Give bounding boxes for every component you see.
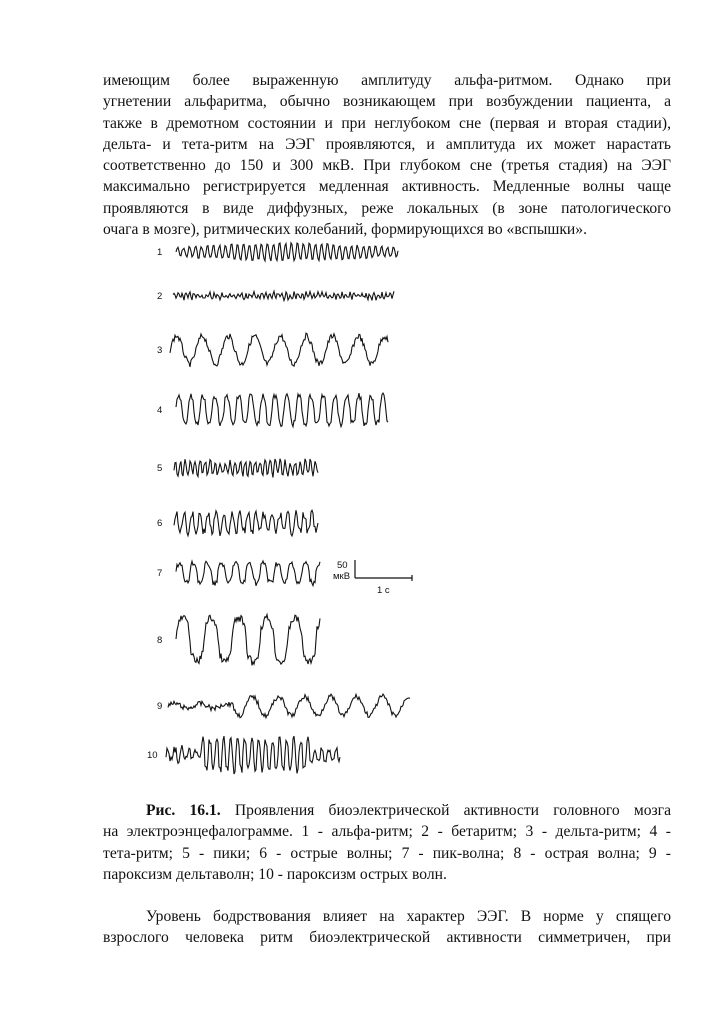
trace-label-10: 10 bbox=[147, 750, 158, 761]
text-line: также в дремотном состоянии и при неглубоком сне (первая и вторая стадии), bbox=[103, 114, 671, 132]
caption-text: Проявления биоэлектрической активности головного мозга bbox=[220, 802, 671, 819]
scale-time-label: 1 с bbox=[377, 585, 390, 596]
text-line: Уровень бодрствования влияет на характер ЭЭГ. В норме у спящего bbox=[146, 908, 671, 925]
eeg-traces-svg bbox=[140, 230, 440, 790]
text-line: угнетении альфаритма, обычно возникающем при возбуждении пациента, а bbox=[103, 93, 671, 111]
eeg-trace-3 bbox=[170, 333, 388, 367]
text-line: проявляются в виде диффузных, реже локальных (в зоне патологического bbox=[103, 199, 671, 217]
eeg-trace-4 bbox=[176, 393, 388, 427]
eeg-trace-2 bbox=[173, 291, 394, 300]
body-paragraph-2 bbox=[103, 906, 671, 949]
caption-label: Рис. 16.1. bbox=[146, 802, 221, 819]
trace-label-6: 6 bbox=[157, 518, 163, 529]
text-line: соответственно до 150 и 300 мкВ. При глубоком сне (третья стадия) на ЭЭГ bbox=[103, 157, 671, 175]
eeg-trace-10 bbox=[166, 736, 340, 774]
eeg-trace-5 bbox=[174, 459, 318, 478]
scale-amplitude-unit: мкВ bbox=[333, 571, 351, 582]
text-line: взрослого человека ритм биоэлектрической активности симметричен, при bbox=[103, 929, 671, 947]
trace-label-8: 8 bbox=[157, 635, 163, 646]
text-line: дельта- и тета-ритм на ЭЭГ проявляются, и амплитуда их может нарастать bbox=[103, 135, 671, 153]
caption-line: на электроэнцефалограмме. 1 - альфа-ритм; 2 - бетаритм; 3 - дельта-ритм; 4 - bbox=[103, 823, 671, 841]
trace-label-5: 5 bbox=[157, 463, 163, 474]
text-line: максимально регистрируется медленная активность. Медленные волны чаще bbox=[103, 178, 671, 196]
eeg-trace-1 bbox=[176, 243, 398, 261]
caption-line: тета-ритм; 5 - пики; 6 - острые волны; 7 - пик-волна; 8 - острая волна; 9 - bbox=[103, 844, 671, 862]
eeg-trace-8 bbox=[176, 615, 320, 666]
trace-label-1: 1 bbox=[157, 247, 163, 258]
eeg-figure bbox=[140, 230, 440, 790]
trace-label-4: 4 bbox=[157, 405, 163, 416]
figure-caption bbox=[103, 800, 671, 885]
scale-bar bbox=[333, 560, 412, 596]
text-line: очага в мозге), ритмических колебаний, формирующихся во «вспышки». bbox=[103, 221, 587, 239]
trace-label-3: 3 bbox=[157, 345, 163, 356]
scale-amplitude-value: 50 bbox=[337, 560, 348, 571]
caption-line: пароксизм дельтаволн; 10 - пароксизм острых волн. bbox=[103, 865, 447, 883]
text-line: имеющим более выраженную амплитуду альфа-ритмом. Однако при bbox=[103, 72, 671, 89]
body-paragraph-1 bbox=[103, 70, 671, 240]
trace-label-7: 7 bbox=[157, 568, 163, 579]
trace-label-9: 9 bbox=[157, 701, 163, 712]
eeg-trace-7 bbox=[176, 561, 320, 586]
eeg-traces bbox=[166, 243, 410, 774]
caption-line bbox=[103, 800, 671, 821]
eeg-trace-6 bbox=[174, 510, 318, 536]
trace-label-2: 2 bbox=[157, 291, 163, 302]
eeg-trace-9 bbox=[168, 694, 410, 718]
trace-labels bbox=[147, 247, 162, 761]
